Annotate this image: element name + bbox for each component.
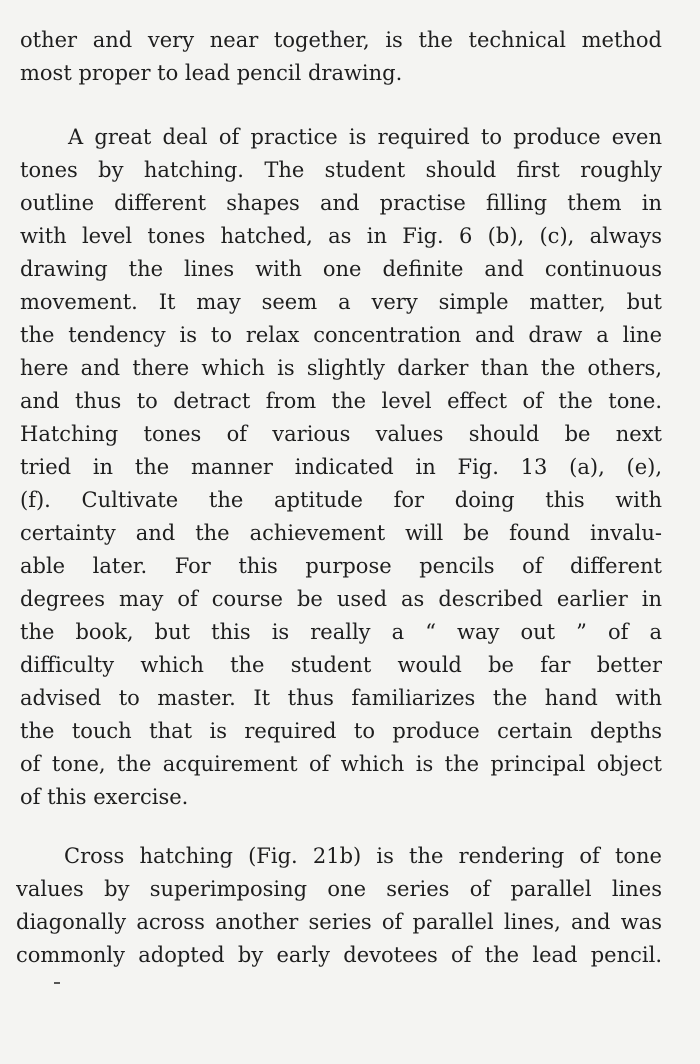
text-line: with level tones hatched, as in Fig. 6 (b), (c), always	[20, 224, 662, 248]
text-line: tried in the manner indicated in Fig. 13 (a), (e),	[20, 455, 662, 479]
text-line: of this exercise.	[20, 785, 189, 809]
text-line: here and there which is slightly darker than the others,	[20, 356, 662, 380]
text-line: diagonally across another series of parallel lines, and was	[16, 910, 662, 934]
text-line: outline different shapes and practise filling them in	[20, 191, 662, 215]
text-line: Hatching tones of various values should be next	[20, 422, 662, 446]
paragraph-cross-hatching	[16, 840, 662, 972]
text-line: A great deal of practice is required to produce even	[68, 125, 662, 149]
text-line: Cross hatching (Fig. 21b) is the rendering of tone	[64, 844, 662, 868]
text-line: advised to master. It thus familiarizes the hand with	[20, 686, 662, 710]
text-line: difficulty which the student would be far better	[20, 653, 662, 677]
paragraph-continuation	[20, 24, 662, 90]
text-line: movement. It may seem a very simple matter, but	[20, 290, 662, 314]
text-line: most proper to lead pencil drawing.	[20, 61, 403, 85]
text-line: (f). Cultivate the aptitude for doing this with	[20, 488, 662, 512]
text-line: values by superimposing one series of parallel lines	[16, 877, 662, 901]
text-line: able later. For this purpose pencils of different	[20, 554, 662, 578]
text-line: the touch that is required to produce certain depths	[20, 719, 662, 743]
print-speck	[54, 982, 60, 984]
text-line: commonly adopted by early devotees of the lead pencil.	[16, 943, 662, 967]
text-line: the tendency is to relax concentration and draw a line	[20, 323, 662, 347]
paragraph-hatching-practice	[20, 121, 662, 814]
text-line: certainty and the achievement will be found invalu-	[20, 521, 662, 545]
text-line: and thus to detract from the level effect of the tone.	[20, 389, 662, 413]
text-line: the book, but this is really a “ way out ” of a	[20, 620, 662, 644]
text-line: degrees may of course be used as described earlier in	[20, 587, 662, 611]
text-line: drawing the lines with one definite and continuous	[20, 257, 662, 281]
text-line: of tone, the acquirement of which is the principal object	[20, 752, 662, 776]
text-line: other and very near together, is the technical method	[20, 28, 662, 52]
text-line: tones by hatching. The student should first roughly	[20, 158, 662, 182]
